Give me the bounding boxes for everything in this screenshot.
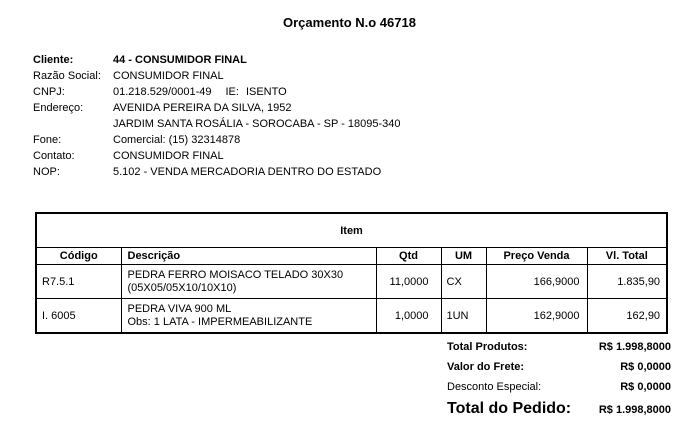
client-row-endereco [33,100,401,116]
client-value: 01.218.529/0001-49 [113,86,212,98]
client-label: Endereço: [33,102,84,114]
client-row-contato [33,148,401,164]
client-value: Comercial: (15) 32314878 [113,134,241,146]
client-label: Cliente: [33,54,74,66]
cell-qtd: 1,0000 [376,299,441,334]
cell-preco-venda: 166,9000 [486,265,587,299]
client-info-block [33,52,401,180]
total-pedido-value: R$ 1.998,8000 [598,404,671,416]
client-value: JARDIM SANTA ROSÁLIA - SOROCABA - SP - 18095-340 [113,118,401,130]
table-header-row [36,248,667,265]
client-label: Razão Social: [33,70,101,82]
descricao-line1: PEDRA FERRO MOISACO TELADO 30X30 [127,269,344,281]
client-row-fone [33,132,401,148]
descricao-line2: (05X05/05X10/10X10) [127,281,237,294]
totals-block [447,337,671,418]
client-label: Fone: [33,134,62,146]
client-value: 44 - CONSUMIDOR FINAL [113,54,247,66]
column-header-preco-venda: Preço Venda [486,248,587,265]
client-value: 5.102 - VENDA MERCADORIA DENTRO DO ESTADO [113,166,382,178]
total-pedido-label: Total do Pedido: [447,400,572,417]
descricao-line1: PEDRA VIVA 900 ML [127,303,232,315]
valor-frete-value: R$ 0,0000 [620,361,671,373]
cell-vl-total: 1.835,90 [587,265,667,299]
cell-descricao [121,299,376,334]
total-produtos-label: Total Produtos: [447,341,528,353]
table-row [36,299,667,334]
ie-value: ISENTO [245,86,287,98]
client-row-nop [33,164,401,180]
client-value: CONSUMIDOR FINAL [113,150,224,162]
cell-codigo: R7.5.1 [36,265,121,299]
client-value: AVENIDA PEREIRA DA SILVA, 1952 [113,102,292,114]
cell-qtd: 11,0000 [376,265,441,299]
desconto-especial-label: Desconto Especial: [447,381,542,393]
valor-frete-row [447,357,671,377]
client-row-cnpj [33,84,401,100]
total-produtos-value: R$ 1.998,8000 [598,341,671,353]
desconto-especial-value: R$ 0,0000 [620,381,671,393]
cell-descricao [121,265,376,299]
items-table [35,212,668,334]
column-header-codigo: Código [36,248,121,265]
total-produtos-row [447,337,671,357]
column-header-qtd: Qtd [376,248,441,265]
cell-preco-venda: 162,9000 [486,299,587,334]
client-label: NOP: [33,166,60,178]
client-label: CNPJ: [33,86,65,98]
table-group-header: Item [36,213,667,248]
page-title: Orçamento N.o 46718 [283,15,416,30]
column-header-um: UM [441,248,486,265]
column-header-descricao: Descrição [121,248,376,265]
client-value: CONSUMIDOR FINAL [113,70,224,82]
ie-label: IE: [225,86,239,98]
total-pedido-row [447,400,671,418]
cell-um: 1UN [441,299,486,334]
descricao-line2: Obs: 1 LATA - IMPERMEABILIZANTE [127,315,313,328]
cell-codigo: I. 6005 [36,299,121,334]
client-row-endereco-line2 [33,116,401,132]
cell-um: CX [441,265,486,299]
column-header-vl-total: Vl. Total [587,248,667,265]
table-row [36,265,667,299]
client-row-razao-social [33,68,401,84]
client-row-cliente [33,52,401,68]
valor-frete-label: Valor do Frete: [447,361,525,373]
cell-vl-total: 162,90 [587,299,667,334]
desconto-especial-row [447,377,671,397]
table-group-header-row [36,213,667,248]
client-label: Contato: [33,150,75,162]
